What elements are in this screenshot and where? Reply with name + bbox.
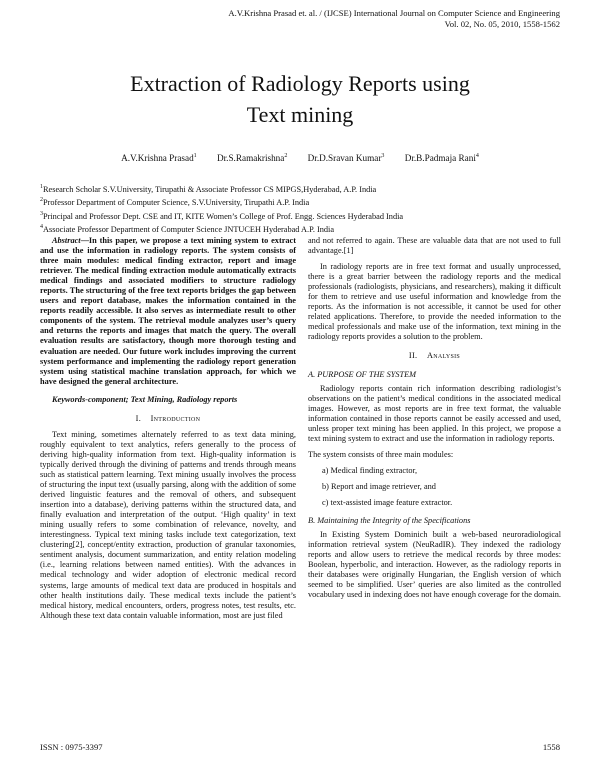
author-sup: 1 bbox=[193, 153, 197, 159]
left-column bbox=[40, 236, 296, 621]
paper-title bbox=[0, 68, 600, 130]
header-journal: A.V.Krishna Prasad et. al. / (IJCSE) International Journal on Computer Science and Engineering bbox=[228, 8, 560, 18]
affil-sup: 1 bbox=[40, 184, 43, 190]
affil-text: Professor Department of Computer Science, S.V.University, Tirupathi A.P. India bbox=[43, 198, 310, 208]
issn: ISSN : 0975-3397 bbox=[40, 742, 103, 752]
section-heading-analysis bbox=[308, 351, 561, 361]
author-sup: 2 bbox=[284, 153, 288, 159]
purpose-paragraph: Radiology reports contain rich information describing radiologist’s observations on the patient’s medical conditions in the associated medical images. However, as most reports are in free text format, the valuable information contained in those reports cannot be easily accessed and used, unless proper text mining has been applied. In this project, we propose a text mining system to extract and use the information in radiology reports. bbox=[308, 383, 561, 443]
page-number: 1558 bbox=[542, 742, 560, 752]
modules-intro: The system consists of three main modules: bbox=[308, 449, 454, 459]
affil-text: Associate Professor Department of Computer Science JNTUCEH Hyderabad A.P. India bbox=[43, 224, 335, 234]
author-name: Dr.S.Ramakrishna bbox=[216, 153, 285, 164]
affiliation bbox=[40, 222, 570, 235]
author bbox=[405, 153, 479, 163]
affil-text: Research Scholar S.V.University, Tirupathi & Associate Professor CS MIPGS,Hyderabad, A.P. India bbox=[43, 184, 377, 194]
affiliation bbox=[40, 182, 570, 195]
section-heading-intro bbox=[40, 414, 296, 424]
existing-system-paragraph: In Existing System Dominich built a web-based neuroradiological information retrieval system (NeuRadIR). They indexed the radiology reports and allow users to retrieve the medical records by three modes: Boolean, hyperbolic, and interaction. However, as the radiology reports in their databases were originally Hungarian, the English version of which seemed to be simplified. User’ queries are also limited as the controlled vocabulary used in indexing does not have enough coverage for the domain. bbox=[308, 530, 561, 600]
module-item: c) text-assisted image feature extractor. bbox=[322, 497, 453, 507]
section-title: Analysis bbox=[426, 351, 461, 361]
intro-paragraph: Text mining, sometimes alternately referred to as text data mining, roughly equivalent to text analytics, refers generally to the process of deriving high-quality information from text. High-quality information is typically derived through the divining of patterns and trends through means such as statistical pattern learning. Text mining usually involves the process of structuring the input text (usually parsing, along with the addition of some derived linguistic features and the removal of others, and subsequent insertion into a database), deriving patterns within the structured data, and finally evaluation and interpretation of the output. ‘High quality’ in text mining usually refers to some combination of relevance, novelty, and interestingness. Typical text mining tasks include text categorization, text clustering[2], concept/entity extraction, production of granular taxonomies, sentiment analysis, document summarization, and entity relation modeling (i.e., learning relations between named entities). With the advances in medical technology and wider adoption of electronic medical record systems, large amounts of medical text data are produced in hospitals and other health institutions daily. These medical texts include the patient’s medical history, medical encounters, orders, progress notes, test results, etc. Although these text data contain valuable information, most are just filed bbox=[40, 429, 296, 620]
author bbox=[308, 153, 385, 163]
module-item: b) Report and image retriever, and bbox=[322, 481, 436, 491]
abstract bbox=[40, 236, 296, 387]
affiliation bbox=[40, 209, 570, 222]
affil-sup: 4 bbox=[40, 224, 43, 231]
affil-sup: 3 bbox=[40, 210, 43, 217]
right-column bbox=[308, 236, 561, 600]
keywords: Keywords-component; Text Mining, Radiology reports bbox=[52, 394, 238, 404]
affiliation bbox=[40, 195, 570, 208]
author-sup: 3 bbox=[381, 153, 385, 159]
subsection-a-heading: A. PURPOSE OF THE SYSTEM bbox=[308, 369, 417, 379]
radiology-paragraph: In radiology reports are in free text format and usually unprocessed, there is a great barrier between the radiology reports and the medical professionals (radiologists, physicians, and researchers), making it difficult for them to retrieve and use useful information and knowledge from the reports. As the information is not accessible, it cannot be used for other related applications. Therefore, to provide the needed information to the medical professionals and make use of the information, text mining in the radiology reports provides a solution to the problem. bbox=[308, 262, 561, 342]
abstract-text: —In this paper, we propose a text mining system to extract and use the information in radiology reports. The system consists of three main modules: medical finding extractor, report and image retriever. The medical finding extraction module automatically extracts medical findings and associated modifiers to structure radiology reports. The structuring of the free text reports bridges the gap between users and report database, makes the information contained in the reports readily accessible. It also serves as intermediate result to other components of the system. The retrieval module analyzes user’s query and returns the reports and images that match the query. The overall evaluation results are satisfactory, though more thorough testing and evaluation are needed. Our future work includes improving the current system performance and implementing the radiology report generation system using statistical machine translation approach, for which we have designed the general architecture. bbox=[40, 236, 296, 386]
continuation-paragraph: and not referred to again. These are valuable data that are not used to full advantage.[1] bbox=[308, 236, 561, 256]
author-sup: 4 bbox=[475, 153, 479, 159]
section-number: II. bbox=[408, 351, 418, 361]
author bbox=[217, 153, 287, 163]
subsection-b-heading: B. Maintaining the Integrity of the Specifications bbox=[308, 516, 471, 526]
header-volume: Vol. 02, No. 05, 2010, 1558-1562 bbox=[444, 19, 560, 29]
author-name: Dr.B.Padmaja Rani bbox=[404, 153, 476, 164]
title-line-1: Extraction of Radiology Reports using bbox=[130, 71, 470, 96]
affiliations bbox=[40, 182, 570, 235]
author bbox=[121, 153, 197, 163]
title-line-2: Text mining bbox=[246, 102, 354, 127]
affil-sup: 2 bbox=[40, 197, 43, 204]
module-item: a) Medical finding extractor, bbox=[322, 465, 418, 475]
affil-text: Principal and Professor Dept. CSE and IT, KITE Women’s College of Prof. Engg. Sciences Hyderabad India bbox=[43, 211, 404, 221]
section-title: Introduction bbox=[150, 413, 201, 423]
running-header bbox=[228, 8, 560, 30]
author-name: A.V.Krishna Prasad bbox=[121, 153, 194, 164]
section-number: I. bbox=[135, 413, 142, 423]
abstract-label: Abstract bbox=[52, 236, 81, 245]
author-list bbox=[0, 153, 600, 163]
author-name: Dr.D.Sravan Kumar bbox=[307, 153, 382, 164]
